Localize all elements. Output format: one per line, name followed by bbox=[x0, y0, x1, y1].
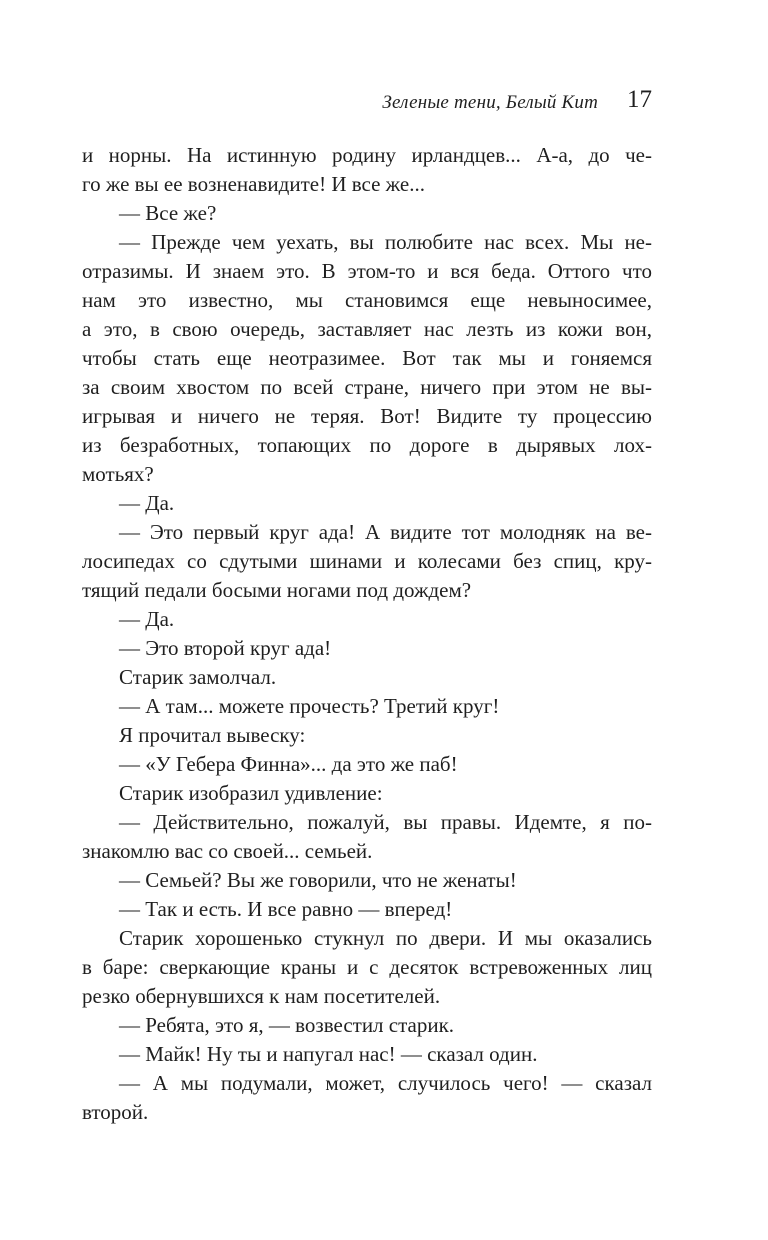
text-line: чтобы стать еще неотразимее. Вот так мы и гоняемся bbox=[82, 346, 652, 370]
body-text bbox=[82, 141, 652, 1127]
text-line: — Да. bbox=[119, 607, 175, 631]
text-line: Старик изобразил удивление: bbox=[119, 781, 383, 805]
text-line: — А там... можете прочесть? Третий круг! bbox=[119, 694, 500, 718]
text-line: — Это первый круг ада! А видите тот молодняк на ве- bbox=[119, 520, 652, 544]
text-line: отразимы. И знаем это. В этом-то и вся беда. Оттого что bbox=[82, 259, 652, 283]
text-line: знакомлю вас со своей... семьей. bbox=[82, 839, 373, 863]
text-line: резко обернувшихся к нам посетителей. bbox=[82, 984, 441, 1008]
text-line: и норны. На истинную родину ирландцев... А-а, до че- bbox=[82, 143, 652, 167]
text-line: второй. bbox=[82, 1100, 149, 1124]
text-line: — Все же? bbox=[119, 201, 217, 225]
text-line: игрывая и ничего не теряя. Вот! Видите ту процессию bbox=[82, 404, 652, 428]
text-line: в баре: сверкающие краны и с десяток встревоженных лиц bbox=[82, 955, 652, 979]
text-line: — А мы подумали, может, случилось чего! — сказал bbox=[119, 1071, 652, 1095]
text-line: — Это второй круг ада! bbox=[119, 636, 332, 660]
text-line: лосипедах со сдутыми шинами и колесами без спиц, кру- bbox=[82, 549, 652, 573]
text-line: — Ребята, это я, — возвестил старик. bbox=[119, 1013, 455, 1037]
text-line: — Семьей? Вы же говорили, что не женаты! bbox=[119, 868, 517, 892]
text-line: а это, в свою очередь, заставляет нас лезть из кожи вон, bbox=[82, 317, 652, 341]
text-line: — Да. bbox=[119, 491, 175, 515]
text-line: нам это известно, мы становимся еще невыносимее, bbox=[82, 288, 652, 312]
text-line: за своим хвостом по всей стране, ничего при этом не вы- bbox=[82, 375, 652, 399]
text-line: Старик хорошенько стукнул по двери. И мы оказались bbox=[119, 926, 652, 950]
text-line: го же вы ее возненавидите! И все же... bbox=[82, 172, 425, 196]
text-line: Я прочитал вывеску: bbox=[119, 723, 306, 747]
text-line: — Так и есть. И все равно — вперед! bbox=[119, 897, 453, 921]
text-line: — Майк! Ну ты и напугал нас! — сказал один. bbox=[119, 1042, 538, 1066]
page-header bbox=[82, 86, 652, 122]
text-line: — «У Гебера Финна»... да это же паб! bbox=[119, 752, 458, 776]
text-line: мотьях? bbox=[82, 462, 154, 486]
text-line: — Прежде чем уехать, вы полюбите нас всех. Мы не- bbox=[119, 230, 652, 254]
running-title: Зеленые тени, Белый Кит bbox=[382, 92, 598, 113]
text-line: — Действительно, пожалуй, вы правы. Идемте, я по- bbox=[119, 810, 652, 834]
text-line: тящий педали босыми ногами под дождем? bbox=[82, 578, 472, 602]
text-line: из безработных, топающих по дороге в дырявых лох- bbox=[82, 433, 652, 457]
text-line: Старик замолчал. bbox=[119, 665, 277, 689]
page-number: 17 bbox=[627, 86, 652, 113]
